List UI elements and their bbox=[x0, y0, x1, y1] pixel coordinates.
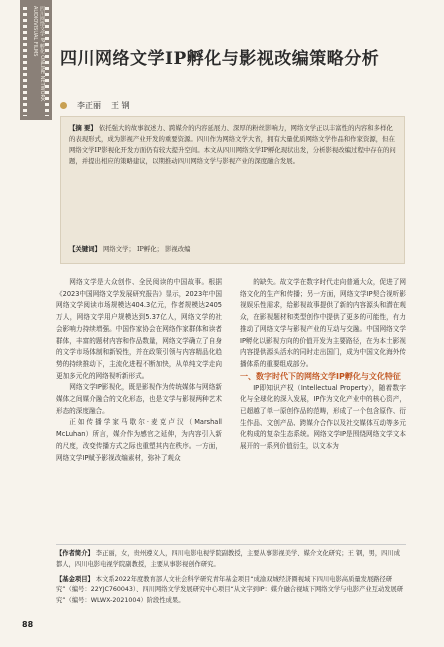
abstract-box bbox=[60, 116, 405, 264]
film-holes-right bbox=[45, 4, 49, 116]
keywords-label: 【关键词】 bbox=[69, 245, 101, 253]
bio-text: 李正丽，女，贵州遵义人，四川电影电视学院副教授，主要从事影视美学、媒介文化研究；王 钢，男，四川成都人，四川电影电视学院副教授，主要从事影视创作研究。 bbox=[56, 550, 401, 568]
fund-label: 【基金项目】 bbox=[56, 575, 94, 583]
fund-text: 本文系2022年度教育部人文社会科学研究青年基金项目“成渝双城经济圈视域下四川电影高质量发展路径研究”（编号：22YJC760043）、四川网络文学发展研究中心项目“从文字到IP：媒介融合视域下网络文学与电影产业互动发展研究”（编号：WLWX-2021004）阶段性成果。 bbox=[56, 575, 404, 605]
bio-label: 【作者简介】 bbox=[56, 550, 94, 557]
keywords-line bbox=[69, 244, 396, 255]
body-column-right bbox=[240, 277, 406, 453]
author-name: 李正丽 bbox=[77, 101, 101, 110]
body-paragraph: 网络文学IP影视化，既是影视作为传统媒体与网络新媒体之间媒介融合的文化形态，也是文学与影视两种艺术形态的深度融合。 bbox=[56, 383, 222, 415]
film-holes-left bbox=[23, 4, 27, 116]
body-paragraph: 正如传播学家马歇尔·麦克卢汉（Marshall McLuhan）所言，媒介作为感官之延伸，为内容引入新的尺度，改变传播方式之际也重塑其内在秩序。一方面，网络文学IP赋予影视改编素材，弥补了观众 bbox=[56, 418, 222, 462]
film-strip-decoration bbox=[20, 0, 52, 120]
body-column-left bbox=[56, 277, 222, 464]
abstract-label: 【摘 要】 bbox=[69, 124, 97, 132]
bullet-icon bbox=[60, 102, 67, 109]
page-number: 88 bbox=[22, 620, 34, 629]
article-title: 四川网络文学IP孵化与影视改编策略分析 bbox=[60, 49, 380, 69]
body-paragraph: IP即知识产权（Intellectual Property），随着数字化与全球化的深入发展，IP作为文化产业中的核心资产，已超越了单一原创作品的范畴，形成了一个包含原作、衍生作品、文创产品、跨媒介合作以及社交媒体互动等多元化构成的复杂生态系统。网络文学IP是围绕网络文学文本展开的一系列价值衍生，以文本为 bbox=[240, 383, 406, 451]
body-paragraph: 网络文学是大众创作、全民阅读的中国故事。根据《2023中国网络文学发展研究报告》显示，2023年中国网络文学阅读市场规模达404.3亿元，作者规模达2405万人，网络文学用户规模达到5.37亿人，网络文学的社会影响力持续增强。中国作家协会在网络作家群体和读者群体，丰富的题材内容和作品数量，网络文学确立了自身的文学市场体制和新锐性，并在政策引领与内容精品化趋势的持续推动下，主流化进程不断加快，从单纯文学走向更加多元化的网络视听新形式。 bbox=[56, 278, 222, 380]
abstract-text: 依托强大的故事叙述力、跨媒介的内容延展力、深厚的粉丝影响力，网络文学正以丰富性的内容和多样化的表现形式，成为影视产业开发的重要资源。四川作为网络文学大省，拥有大量优质网络文学作品和作家资源，但在网络文学IP影视化开发方面仍有较大提升空间。本文从四川网络文学IP孵化现状出发，分析影视改编过程中存在的问题，并提出相应的策略建议，以期推动四川网络文学与影视产业的深度融合发展。 bbox=[69, 124, 396, 165]
author-name: 王 钢 bbox=[111, 101, 130, 110]
author-line bbox=[60, 100, 130, 111]
fund-info bbox=[56, 575, 406, 607]
section-heading: 一、数字时代下的网络文学IP孵化与文化特征 bbox=[240, 371, 401, 381]
footnotes bbox=[56, 544, 406, 611]
author-bio bbox=[56, 549, 406, 571]
section-label: 四川网络文学 IP 孵化 ONLINE NETWORK AUDIOVISUAL FILMS bbox=[32, 6, 45, 102]
keywords-text: 网络文学； IP孵化； 影视改编 bbox=[103, 245, 191, 253]
body-paragraph: 的缺失。故文学在数字时代走向普通大众，促进了网络文化的生产和传播；另一方面，网络文学IP契合视听影视娱乐性需求，给影视故事提供了新的内容源头和潜在观众，在影视题材和类型创作中提供了更多的可能性，有力推动了网络文学与影视产业的互动与交融。中国网络文学IP孵化以影视方向的价值开发为主要路径，在为本土影视内容提供源头活水的同时走出国门，成为中国文化海外传播体系的重要组成部分。 bbox=[240, 278, 406, 368]
